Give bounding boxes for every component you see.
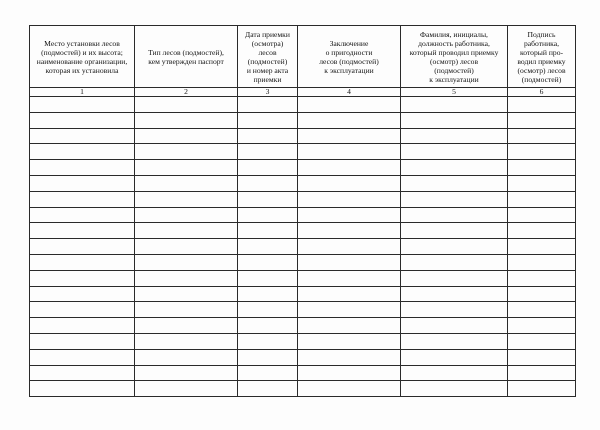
table-cell[interactable] <box>298 112 401 128</box>
table-cell[interactable] <box>508 318 576 334</box>
table-row <box>30 270 576 286</box>
table-cell[interactable] <box>508 175 576 191</box>
blank-rows-body <box>30 97 576 397</box>
table-cell[interactable] <box>238 318 298 334</box>
table-cell[interactable] <box>298 144 401 160</box>
table-cell[interactable] <box>30 318 135 334</box>
table-cell[interactable] <box>135 302 238 318</box>
table-cell[interactable] <box>135 97 238 113</box>
column-number: 3 <box>238 88 298 97</box>
table-cell[interactable] <box>238 381 298 397</box>
table-cell[interactable] <box>135 160 238 176</box>
table-row <box>30 191 576 207</box>
table-cell[interactable] <box>135 128 238 144</box>
table-cell[interactable] <box>298 318 401 334</box>
table-cell[interactable] <box>238 223 298 239</box>
table-row <box>30 349 576 365</box>
table-cell[interactable] <box>508 302 576 318</box>
table-cell[interactable] <box>30 144 135 160</box>
table-cell[interactable] <box>135 223 238 239</box>
table-cell[interactable] <box>135 381 238 397</box>
table-cell[interactable] <box>401 112 508 128</box>
table-cell[interactable] <box>298 239 401 255</box>
table-cell[interactable] <box>401 207 508 223</box>
table-cell[interactable] <box>401 239 508 255</box>
table-cell[interactable] <box>508 97 576 113</box>
table-row <box>30 112 576 128</box>
table-cell[interactable] <box>238 302 298 318</box>
table-cell[interactable] <box>508 365 576 381</box>
table-cell[interactable] <box>401 128 508 144</box>
table-cell[interactable] <box>30 191 135 207</box>
table-cell[interactable] <box>401 160 508 176</box>
table-cell[interactable] <box>238 191 298 207</box>
column-header-signature: Подпись работника, который про- водил приемку (осмотр) лесов (подмостей) <box>508 26 576 88</box>
table-row <box>30 239 576 255</box>
table-cell[interactable] <box>508 270 576 286</box>
table-cell[interactable] <box>298 128 401 144</box>
table-cell[interactable] <box>30 239 135 255</box>
table-cell[interactable] <box>508 254 576 270</box>
column-header-location: Место установки лесов (подмостей) и их высота; наименование организации, которая их установила <box>30 26 135 88</box>
table-cell[interactable] <box>298 97 401 113</box>
table-cell[interactable] <box>135 349 238 365</box>
table-cell[interactable] <box>298 349 401 365</box>
column-number-row <box>30 88 576 97</box>
table-cell[interactable] <box>508 333 576 349</box>
table-row <box>30 97 576 113</box>
table-cell[interactable] <box>508 381 576 397</box>
table-cell[interactable] <box>238 270 298 286</box>
table-cell[interactable] <box>238 144 298 160</box>
table-row <box>30 144 576 160</box>
table-cell[interactable] <box>298 223 401 239</box>
table-cell[interactable] <box>135 112 238 128</box>
table-cell[interactable] <box>135 270 238 286</box>
table-cell[interactable] <box>135 254 238 270</box>
table-cell[interactable] <box>508 349 576 365</box>
table-cell[interactable] <box>298 175 401 191</box>
column-number: 5 <box>401 88 508 97</box>
table-row <box>30 333 576 349</box>
table-cell[interactable] <box>30 223 135 239</box>
table-cell[interactable] <box>401 349 508 365</box>
table-cell[interactable] <box>401 318 508 334</box>
table-cell[interactable] <box>30 349 135 365</box>
column-number: 2 <box>135 88 238 97</box>
table-cell[interactable] <box>30 254 135 270</box>
table-cell[interactable] <box>298 365 401 381</box>
column-header-inspector-name: Фамилия, инициалы, должность работника, который проводил приемку (осмотр) лесов (подмостей) к эксплуатации <box>401 26 508 88</box>
table-cell[interactable] <box>30 381 135 397</box>
table-row <box>30 286 576 302</box>
scaffold-acceptance-log-table <box>29 25 576 397</box>
column-header-conclusion: Заключение о пригодности лесов (подмостей) к эксплуатации <box>298 26 401 88</box>
table-cell[interactable] <box>238 365 298 381</box>
table-cell[interactable] <box>298 333 401 349</box>
table-cell[interactable] <box>238 128 298 144</box>
table-cell[interactable] <box>508 207 576 223</box>
table-cell[interactable] <box>298 381 401 397</box>
table-cell[interactable] <box>135 333 238 349</box>
table-cell[interactable] <box>508 191 576 207</box>
table-cell[interactable] <box>401 286 508 302</box>
table-cell[interactable] <box>508 160 576 176</box>
table-cell[interactable] <box>30 365 135 381</box>
table-cell[interactable] <box>401 175 508 191</box>
table-cell[interactable] <box>401 333 508 349</box>
table-cell[interactable] <box>401 97 508 113</box>
table-cell[interactable] <box>135 286 238 302</box>
table-cell[interactable] <box>298 191 401 207</box>
table-cell[interactable] <box>238 160 298 176</box>
column-header-type: Тип лесов (подмостей), кем утвержден паспорт <box>135 26 238 88</box>
table-row <box>30 302 576 318</box>
table-cell[interactable] <box>238 97 298 113</box>
table-cell[interactable] <box>135 207 238 223</box>
column-number: 4 <box>298 88 401 97</box>
table-cell[interactable] <box>30 270 135 286</box>
table-row <box>30 318 576 334</box>
table-cell[interactable] <box>238 112 298 128</box>
table-cell[interactable] <box>30 128 135 144</box>
table-cell[interactable] <box>298 254 401 270</box>
table-cell[interactable] <box>401 144 508 160</box>
table-cell[interactable] <box>298 302 401 318</box>
table-cell[interactable] <box>401 365 508 381</box>
table-cell[interactable] <box>401 191 508 207</box>
table-cell[interactable] <box>238 175 298 191</box>
table-cell[interactable] <box>298 270 401 286</box>
table-cell[interactable] <box>238 333 298 349</box>
table-cell[interactable] <box>135 175 238 191</box>
table-cell[interactable] <box>238 286 298 302</box>
column-header-acceptance-date: Дата приемки (осмотра) лесов (подмостей) и номер акта приемки <box>238 26 298 88</box>
table-row <box>30 254 576 270</box>
table-cell[interactable] <box>238 207 298 223</box>
column-number: 6 <box>508 88 576 97</box>
table-cell[interactable] <box>298 160 401 176</box>
table-cell[interactable] <box>238 349 298 365</box>
table-cell[interactable] <box>135 318 238 334</box>
table-cell[interactable] <box>508 144 576 160</box>
table-row <box>30 223 576 239</box>
table-cell[interactable] <box>401 270 508 286</box>
table-row <box>30 160 576 176</box>
table-cell[interactable] <box>508 286 576 302</box>
table-row <box>30 381 576 397</box>
table-cell[interactable] <box>30 302 135 318</box>
table-cell[interactable] <box>401 302 508 318</box>
table-cell[interactable] <box>30 333 135 349</box>
table-cell[interactable] <box>508 112 576 128</box>
table-cell[interactable] <box>30 112 135 128</box>
table-cell[interactable] <box>298 286 401 302</box>
table-cell[interactable] <box>508 128 576 144</box>
table-cell[interactable] <box>30 207 135 223</box>
table-row <box>30 365 576 381</box>
table-cell[interactable] <box>401 223 508 239</box>
header-row <box>30 26 576 88</box>
table-cell[interactable] <box>401 254 508 270</box>
table-cell[interactable] <box>30 160 135 176</box>
table-row <box>30 128 576 144</box>
table-cell[interactable] <box>238 254 298 270</box>
table-cell[interactable] <box>30 286 135 302</box>
table-cell[interactable] <box>508 239 576 255</box>
table-cell[interactable] <box>298 207 401 223</box>
table-row <box>30 207 576 223</box>
table-row <box>30 175 576 191</box>
table-cell[interactable] <box>135 239 238 255</box>
table-cell[interactable] <box>30 97 135 113</box>
table-cell[interactable] <box>135 365 238 381</box>
table-cell[interactable] <box>135 191 238 207</box>
table-cell[interactable] <box>508 223 576 239</box>
column-number: 1 <box>30 88 135 97</box>
table-cell[interactable] <box>401 381 508 397</box>
table-cell[interactable] <box>238 239 298 255</box>
table-cell[interactable] <box>135 144 238 160</box>
table-cell[interactable] <box>30 175 135 191</box>
